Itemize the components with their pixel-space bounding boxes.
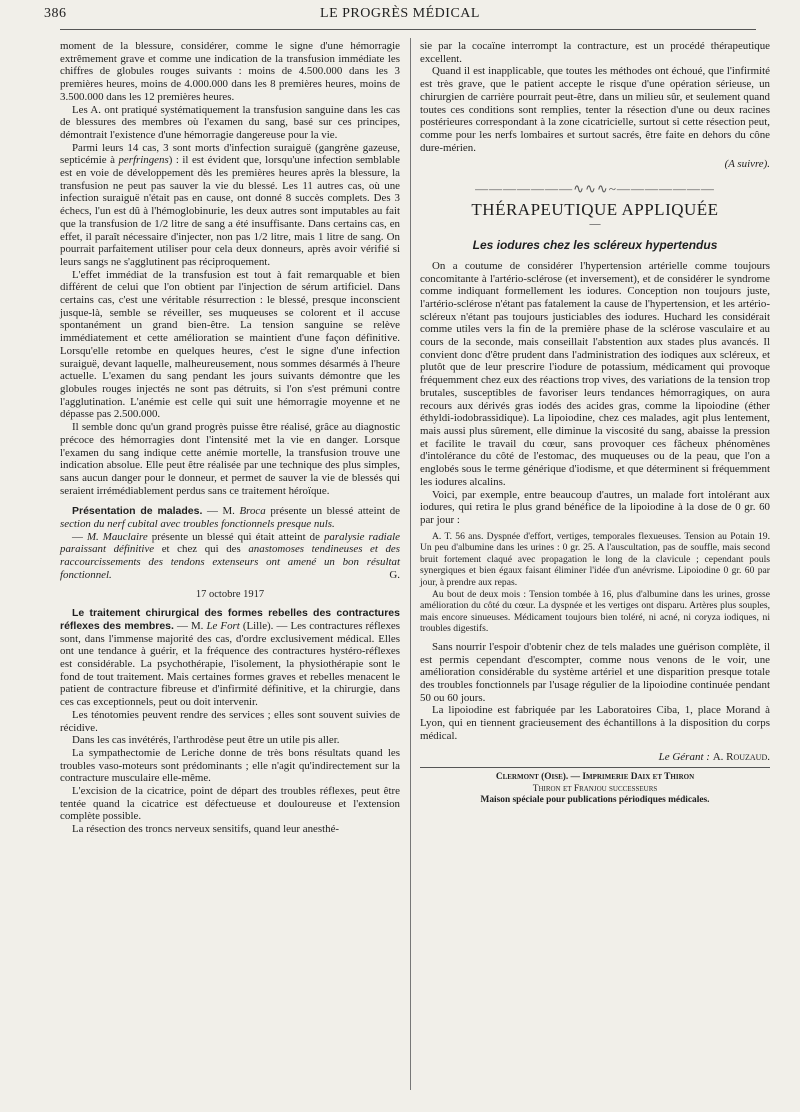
italic-text: paralysie radiale paraissant définitive: [60, 530, 400, 556]
header-rule: [60, 29, 756, 30]
right-column: [420, 40, 770, 807]
paragraph: sie par la cocaïne interrompt la contracture, est un procédé thérapeutique excellent.: [420, 40, 770, 65]
journal-title: LE PROGRÈS MÉDICAL: [320, 6, 480, 21]
text-run: (Lille). — Les contractures réflexes sont, dans l'immense majorité des cas, d'ordre exclusivement médical. Elles ont une tendance à guérir, et la fréquence des contractures hystéro-réflexes est considérable. La psychothérapie, l'isolement, la physiothérapie sont le fond de tout traitement. Mais certaines formes graves et rebelles menacent le patient de contracture fibreuse et d'infirmité définitive, et la chirurgie, dans ces cas exceptionnels, peut ou doit intervenir.: [60, 619, 400, 709]
author-name: Le Fort: [206, 619, 240, 632]
text-run: — M.: [202, 505, 240, 518]
page-header: [44, 6, 756, 26]
text-run: —: [72, 530, 87, 543]
imprint-line: Thiron et Franjou successeurs: [532, 783, 658, 794]
paragraph: Il semble donc qu'un grand progrès puisse être réalisé, grâce au diagnostic précoce des hémorragies dont l'intensité met la vie en danger. Lorsque l'examen du sang indique cette anémie mortelle, la transfusion trouve une indication absolue. Elle peut être réalisée par une technique des plus simples, sans aucun danger pour le donneur, et permet de sauver la vie de blessés qui seraient irrémédiablement perdus sans ce traitement héroïque.: [60, 421, 400, 497]
paragraph: Dans les cas invétérés, l'arthrodèse peut être un utile pis aller.: [72, 734, 340, 747]
manager-signature: [420, 751, 770, 764]
paragraph: Sans nourrir l'espoir d'obtenir chez de tels malades une guérison complète, il est permis cependant d'escompter, comme nous venons de le voir, une amélioration considérable du système artériel et une disparition presque totale des troubles fonctionnels par l'usage régulier de la lipoiodine continuée pendant 50 ou 60 jours.: [420, 640, 770, 704]
column-divider: [410, 38, 411, 1090]
title-dash: —: [589, 218, 601, 231]
paragraph: Les A. ont pratiqué systématiquement la transfusion sanguine dans les cas de blessures des membres où l'examen du sang, basé sur ces principes, démontrait l'existence d'une hémorragie dangereuse pour la vie.: [60, 103, 400, 141]
signature-initial: G.: [389, 568, 400, 581]
paragraph: La résection des troncs nerveux sensitifs, quand leur anesthé-: [72, 823, 340, 836]
text-run: — M.: [173, 619, 207, 632]
printer-imprint: [420, 772, 770, 807]
manager-label: Le Gérant :: [658, 750, 713, 763]
paragraph: La sympathectomie de Leriche donne de très bons résultats quand les troubles vaso-moteurs sont prédominants ; elle n'agit qu'indirectement sur la contracture musculaire elle-même.: [60, 746, 400, 785]
paragraph: [60, 531, 400, 582]
paragraph: Les ténotomies peuvent rendre des services ; elles sont souvent suivies de récidive.: [60, 708, 400, 734]
presentation-heading: Présentation de malades.: [72, 505, 203, 518]
author-name: Broca: [239, 505, 266, 518]
article-title: Les iodures chez les scléreux hypertendus: [472, 238, 718, 253]
paragraph: [60, 142, 400, 269]
paragraph: L'excision de la cicatrice, point de départ des troubles réflexes, peut être tentée quand la cicatrice est défectueuse et douloureuse et l'extension complète possible.: [60, 785, 400, 823]
paragraph: Voici, par exemple, entre beaucoup d'autres, un malade fort intolérant aux iodures, qui retira le plus grand bénéfice de la lipoiodine à la dose de 0 gr. 60 par jour :: [420, 488, 770, 526]
section-flourish: ———————∿∿∿~———————: [475, 181, 715, 197]
manager-name: A. Rouzaud.: [712, 750, 770, 763]
observation-text: A. T. 56 ans. Dyspnée d'effort, vertiges, temporales flexueuses. Tension au Potain 19. Un peu d'albumine dans les urines : 0 gr. 25. A l'auscultation, pas de souffle, mais second bruit fortement claqué avec propagation le long de la clavicule ; cependant pouls synergiques et bien égaux faisant éliminer l'idée d'un anévrisme. Lipoiodine 0 gr. 60 par jour, à prendre aux repas.: [420, 530, 770, 588]
section-title: THÉRAPEUTIQUE APPLIQUÉE: [471, 199, 719, 219]
observation-text: Au bout de deux mois : Tension tombée à 16, plus d'albumine dans les urines, grosse amélioration du côté du cœur. La dyspnée et les vertiges ont disparu. Artères plus souples, mais encore sinueuses. Médicament toujours bien toléré, ni acné, ni coryza iodiques, ni troubles digestifs.: [420, 588, 770, 635]
page-number: 386: [44, 6, 67, 21]
paragraph: On a coutume de considérer l'hypertension artérielle comme toujours concomitante à l'artério-sclérose (et inversement), et de considérer le syndrome comme indiquant formellement les iodures. Conception non toujours juste, l'artério-sclérose n'étant pas fatalement la cause de l'hypertension, et les artério-scléreux n'étant pas toujours justiciables des iodures. Huchard les considérait comme utiles vers la fin de la première phase de la sclérose vasculaire et au cours de la seconde, mais conseillait l'abstention aux stades plus avancés. Il convient donc d'être prudent dans l'administration des iodiques aux scléreux, et plutôt que de leur prescrire l'iodure de potassium, médicament qui provoque fréquemment chez eux des réactions trop vives, des variations de la tension trop brutales, susceptibles de favoriser leurs tendances hémorragiques, on aura recours aux dérivés gras iodés des acides gras, comme la lipoiodine (éther éthyldi-iodobrassidique). La lipoiodine, chez ces malades, agit plus lentement, mais aussi plus sûrement, elle diminue la viscosité du sang, abaisse la pression et facilite le travail du cœur, sans provoquer ces fâcheux phénomènes d'intolérance du côté de l'estomac, des muqueuses ou de la peau, que l'on a englobés sous le terme générique d'iodisme, et que déterminent si fréquemment les iodures alcalins.: [420, 259, 770, 488]
paragraph: Quand il est inapplicable, que toutes les méthodes ont échoué, que l'infirmité est très grave, que le patient accepte le risque d'une opération sérieuse, un chirurgien de carrière pourrait peut-être, dans un milieu sûr, et seulement quand toutes ces conditions sont remplies, tenter la résection d'une ou deux racines postérieures correspondant à la zone cicatricielle, surtout si cette résection peut, comme pour les nerfs lombaires et surtout sacrés, être faite en dehors du cône dure-mérien.: [420, 65, 770, 154]
imprint-line: Maison spéciale pour publications périodiques médicales.: [480, 795, 710, 806]
session-date: 17 octobre 1917: [195, 588, 265, 600]
left-column: [60, 40, 400, 836]
paragraph: moment de la blessure, considérer, comme le signe d'une hémorragie extrêmement grave et comme une indication de la transfusion immédiate les chiffres de globules rouges suivants : moins de 4.500.000 dans les 3 premières heures, moins de 4.000.000 dans les 8 premières heures, moins de 3.500.000 dans les 12 premières heures.: [60, 40, 400, 103]
imprint-line: Clermont (Oise). — Imprimerie Daix et Thiron: [495, 772, 695, 783]
paragraph: La lipoiodine est fabriquée par les Laboratoires Ciba, 1, place Morand à Lyon, qui en tiennent gracieusement des échantillons à la disposition du corps médical.: [420, 704, 770, 742]
italic-term: perfringens: [118, 154, 169, 167]
text-run: et chez qui des: [154, 543, 249, 556]
paragraph: [60, 607, 400, 709]
text-run: ) : il est évident que, lorsqu'une infection semblable est en voie de développement dès les premières heures après la blessure, la transfusion ne peut pas sauver la vie du blessé. Les 11 autres cas, où une infection suraiguë n'était pas en cause, ont donné 8 succès complets. Des 3 échecs, l'un est dû à l'hémoglobinurie, les deux autres sont imputables au fait que la transfusion de 1/2 litre de sang a été insuffisante. Dans certains cas, en effet, il paraît nécessaire d'injecter, non pas 1/2 litre, mais 1 litre de sang. On pourrait parfaitement utiliser pour cela deux donneurs, après avoir vérifié si leurs sangs ne s'agglutinent pas réciproquement.: [60, 154, 400, 268]
paragraph: L'effet immédiat de la transfusion est tout à fait remarquable et bien différent de celui que l'on obtient par l'injection de sérum artificiel. Dans certains cas, c'est une véritable résurrection : le blessé, presque inconscient jusque-là, semble se réveiller, ses muqueuses se colorent et il accuse spontanément un grand bien-être. La tension sanguine se relève immédiatement et cette amélioration se maintient d'une façon définitive. Lorsqu'elle retombe en quelques heures, c'est le signe d'une infection suraiguë, devant laquelle, malheureusement, nous sommes désarmés à l'heure actuelle. L'examen du sang pendant les jours suivants démontre que les globules rouges injectés ne sont pas détruits, si l'on s'est prémuni contre l'agglutination. L'anémie est celle qui suit une hémorragie moyenne et ne dépasse pas 2.500.000.: [60, 268, 400, 421]
to-be-continued: (A suivre).: [724, 158, 770, 171]
paragraph: [60, 505, 400, 530]
text-run: présente un blessé atteint de: [265, 505, 400, 518]
text-run: Parmi leurs 14 cas, 3 sont morts d'infection suraiguë (gangrène gazeuse, septicémie à: [60, 141, 400, 167]
article-heading: Le traitement chirurgical des formes rebelles des contractures réflexes des membres.: [60, 607, 400, 632]
italic-text: section du nerf cubital avec troubles fonctionnels presque nuls.: [60, 518, 335, 531]
imprint-rule: [420, 767, 770, 768]
author-name: M. Mauclaire: [86, 530, 148, 543]
italic-text: anastomoses tendineuses et des raccourcissements des tendons extenseurs ont amené un bon résultat fonctionnel.: [60, 543, 401, 581]
text-run: présente un blessé qui était atteint de: [147, 530, 324, 543]
